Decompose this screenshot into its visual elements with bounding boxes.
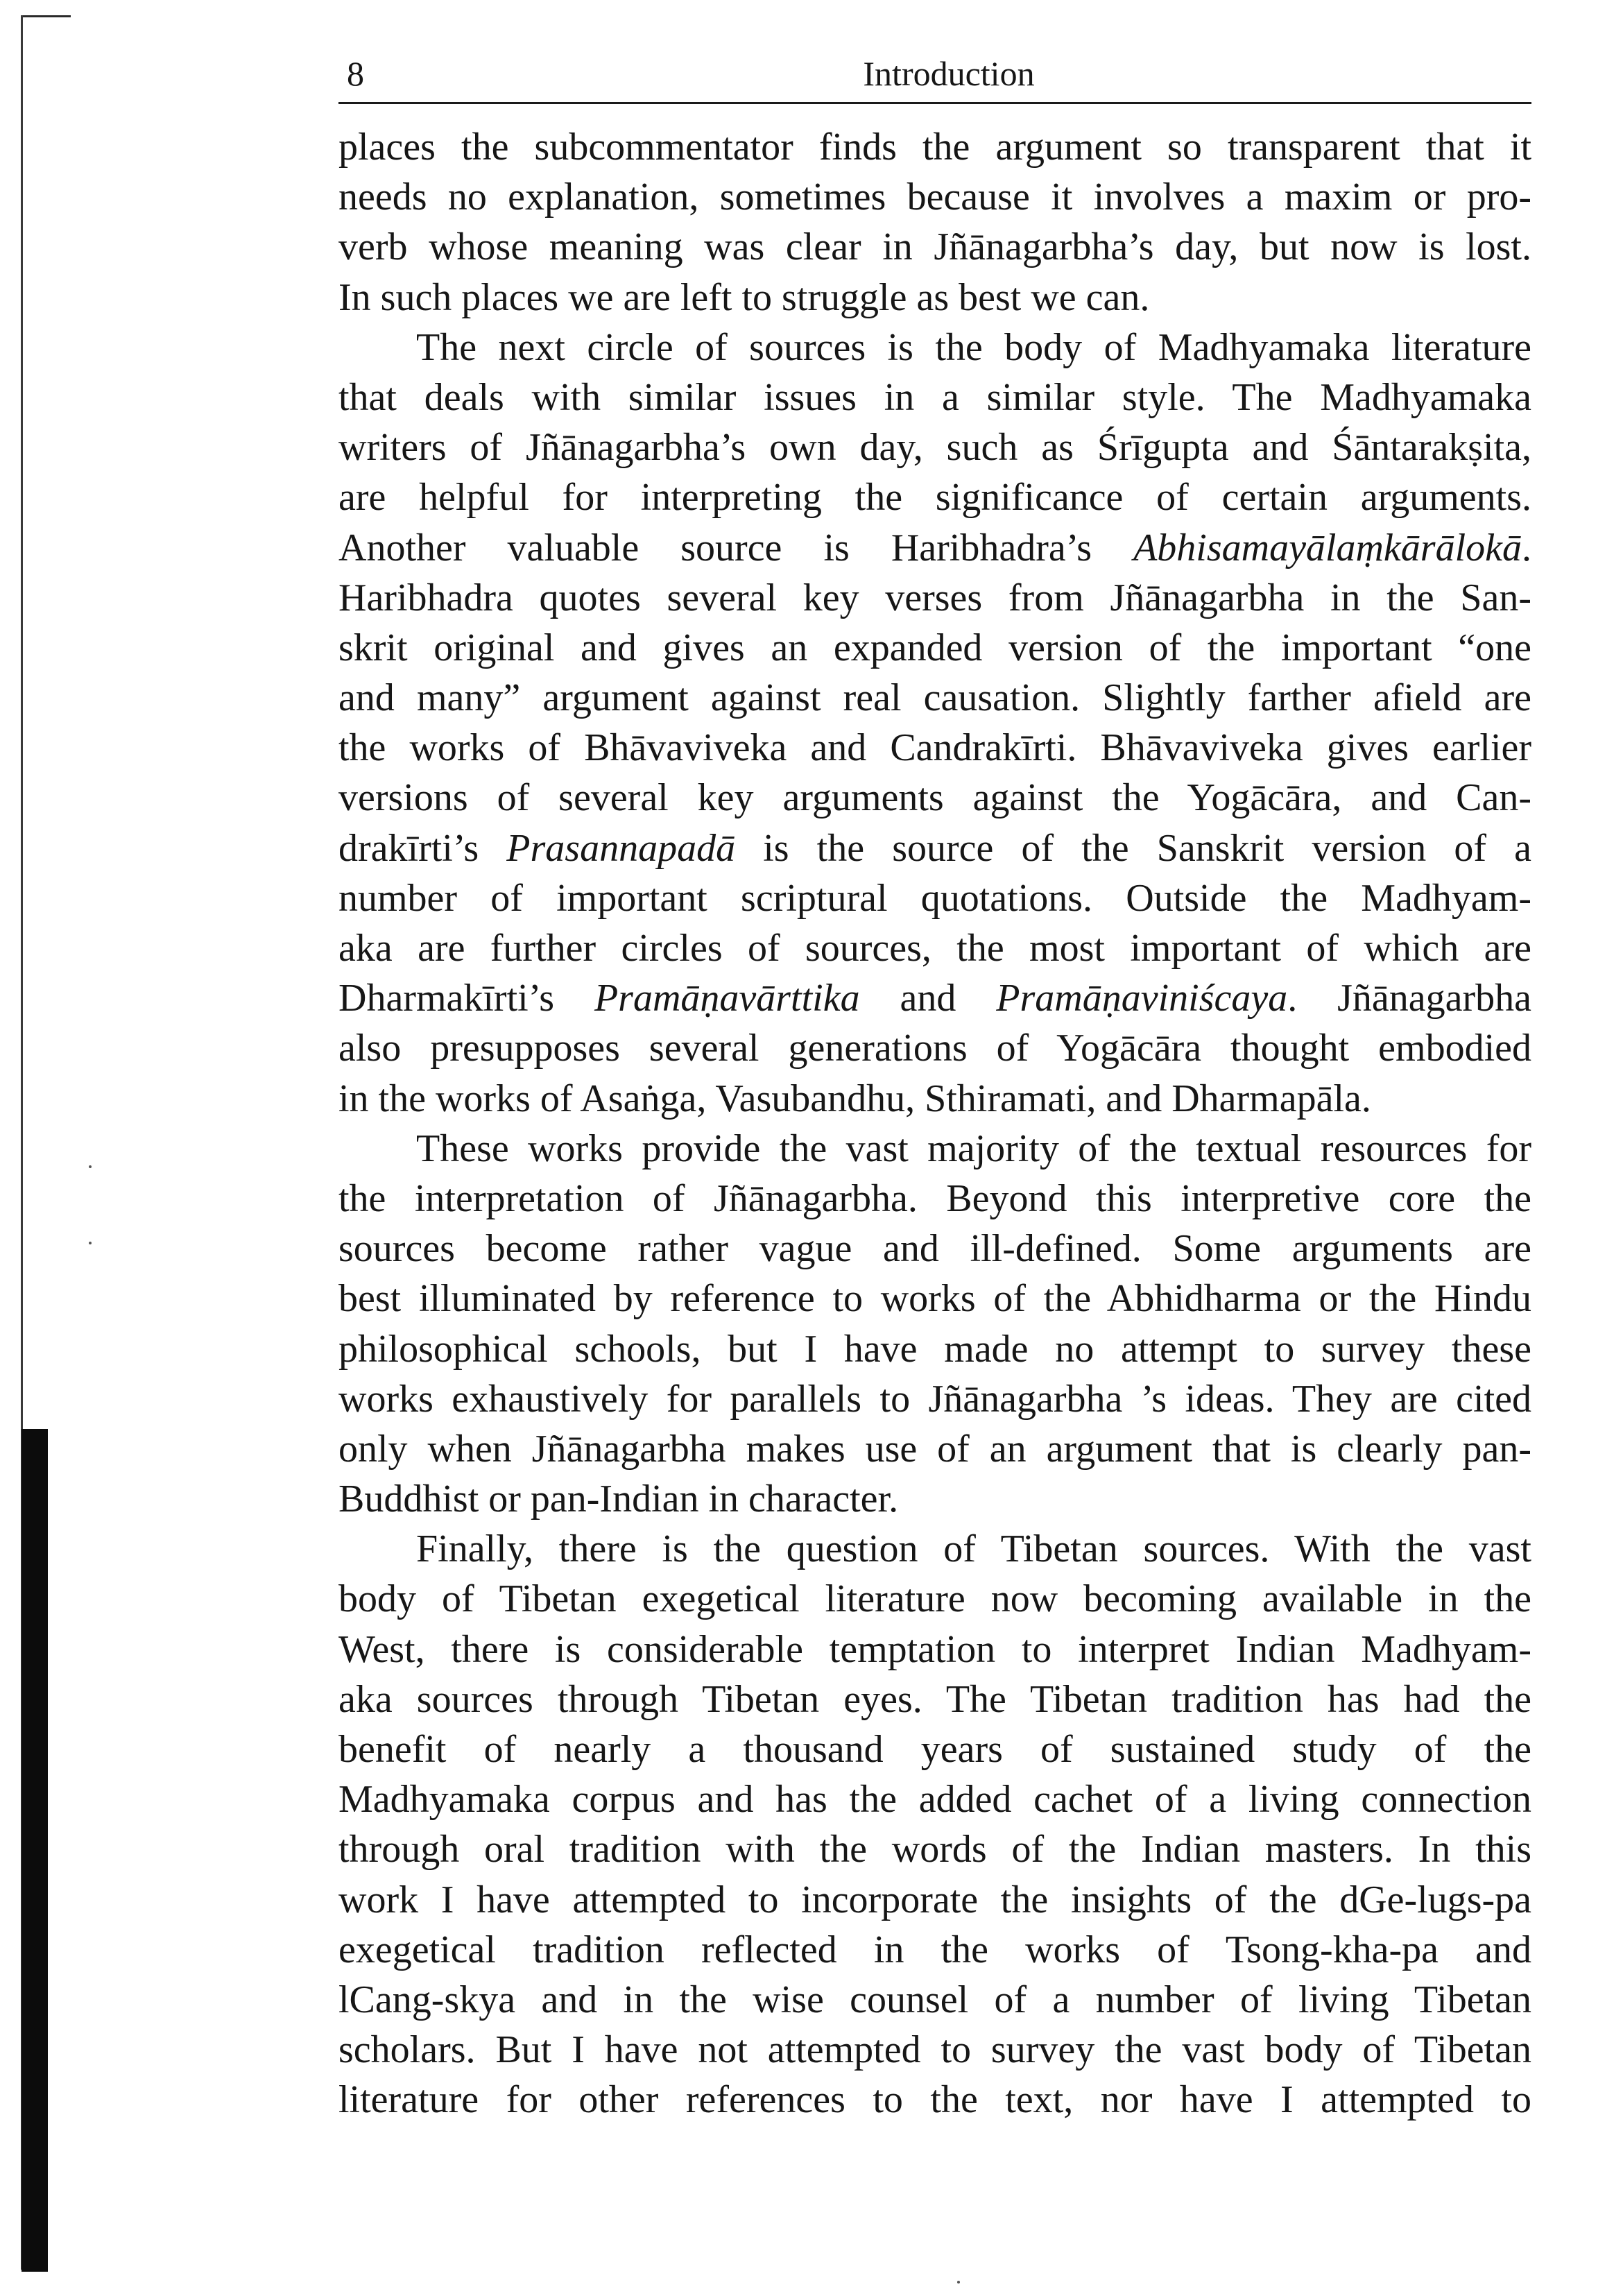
text-segment: Another valuable source is Haribhadra’s xyxy=(338,526,1134,569)
text-line: the interpretation of Jñānagarbha. Beyond this interpretive core the xyxy=(338,1176,1531,1220)
italic-title: Pramāṇaviniścaya xyxy=(996,977,1288,1020)
scan-speck xyxy=(89,1165,92,1168)
header-rule xyxy=(338,102,1531,104)
text-line: Buddhist or pan-Indian in character. xyxy=(338,1477,899,1521)
text-line xyxy=(338,823,1531,873)
text-line: literature for other references to the text, nor have I attempted to xyxy=(338,2078,1531,2122)
text-line: philosophical schools, but I have made no attempt to survey these xyxy=(338,1327,1531,1371)
running-title: Introduction xyxy=(863,54,1035,93)
text-line: the works of Bhāvaviveka and Candrakīrti. Bhāvaviveka gives earlier xyxy=(338,726,1531,770)
text-line: aka are further circles of sources, the most important of which are xyxy=(338,927,1531,970)
italic-title: Pramāṇavārttika xyxy=(594,977,860,1020)
text-line: writers of Jñānagarbha’s own day, such as Śrīgupta and Śāntarakṣita, xyxy=(338,426,1531,470)
binding-shadow xyxy=(22,1429,48,2272)
text-line: best illuminated by reference to works of the Abhidharma or the Hindu xyxy=(338,1277,1531,1321)
text-segment: . Jñānagarbha xyxy=(1287,977,1531,1020)
text-line: lCang-skya and in the wise counsel of a number of living Tibetan xyxy=(338,1978,1531,2021)
scan-speck xyxy=(89,1242,92,1244)
text-line: Finally, there is the question of Tibetan sources. With the vast xyxy=(416,1527,1531,1571)
text-segment: and xyxy=(859,977,997,1020)
text-line: verb whose meaning was clear in Jñānagarbha’s day, but now is lost. xyxy=(338,225,1531,269)
text-segment: . xyxy=(1522,526,1531,569)
text-line: and many” argument against real causation. Slightly farther afield are xyxy=(338,676,1531,720)
italic-title: Abhisamayālaṃkārālokā xyxy=(1133,526,1522,569)
scan-speck xyxy=(957,2281,960,2284)
text-line: places the subcommentator finds the argument so transparent that it xyxy=(338,126,1531,169)
italic-title: Prasannapadā xyxy=(506,826,736,870)
page-number: 8 xyxy=(347,54,364,93)
running-head xyxy=(338,49,1531,104)
text-line: only when Jñānagarbha makes use of an argument that is clearly pan- xyxy=(338,1427,1531,1471)
text-line: exegetical tradition reflected in the works of Tsong-kha-pa and xyxy=(338,1928,1531,1971)
text-segment: Dharmakīrti’s xyxy=(338,977,594,1020)
text-line: works exhaustively for parallels to Jñānagarbha ’s ideas. They are cited xyxy=(338,1377,1531,1421)
text-line: are helpful for interpreting the significance of certain arguments. xyxy=(338,476,1531,520)
text-segment: is the source of the Sanskrit version of a xyxy=(735,826,1531,870)
text-line: West, there is considerable temptation to interpret Indian Madhyam- xyxy=(338,1627,1531,1671)
text-line xyxy=(338,523,1531,573)
text-line: In such places we are left to struggle as best we can. xyxy=(338,275,1150,319)
text-line: also presupposes several generations of Yogācāra thought embodied xyxy=(338,1027,1531,1070)
text-line: benefit of nearly a thousand years of sustained study of the xyxy=(338,1728,1531,1771)
text-line: aka sources through Tibetan eyes. The Tibetan tradition has had the xyxy=(338,1677,1531,1721)
text-line: scholars. But I have not attempted to survey the vast body of Tibetan xyxy=(338,2028,1531,2072)
text-line: Madhyamaka corpus and has the added cachet of a living connection xyxy=(338,1778,1531,1822)
text-line: needs no explanation, sometimes because it involves a maxim or pro- xyxy=(338,175,1531,219)
text-line: number of important scriptural quotations. Outside the Madhyam- xyxy=(338,876,1531,920)
text-line: work I have attempted to incorporate the insights of the dGe-lugs-pa xyxy=(338,1878,1531,1921)
text-line: sources become rather vague and ill-defined. Some arguments are xyxy=(338,1227,1531,1271)
text-line: Haribhadra quotes several key verses from Jñānagarbha in the San- xyxy=(338,576,1531,619)
text-line: that deals with similar issues in a similar style. The Madhyamaka xyxy=(338,375,1531,419)
body-text xyxy=(338,122,1531,2125)
text-line: skrit original and gives an expanded version of the important “one xyxy=(338,626,1531,669)
text-line: body of Tibetan exegetical literature now becoming available in the xyxy=(338,1577,1531,1621)
text-line: through oral tradition with the words of the Indian masters. In this xyxy=(338,1828,1531,1871)
text-line: These works provide the vast majority of the textual resources for xyxy=(416,1126,1531,1170)
text-segment: drakīrti’s xyxy=(338,826,507,870)
text-line: in the works of Asaṅga, Vasubandhu, Sthiramati, and Dharmapāla. xyxy=(338,1077,1371,1120)
page-edge-top-line xyxy=(21,15,71,17)
text-line: The next circle of sources is the body of Madhyamaka literature xyxy=(416,325,1531,369)
text-line xyxy=(338,973,1531,1023)
text-line: versions of several key arguments against the Yogācāra, and Can- xyxy=(338,776,1531,820)
